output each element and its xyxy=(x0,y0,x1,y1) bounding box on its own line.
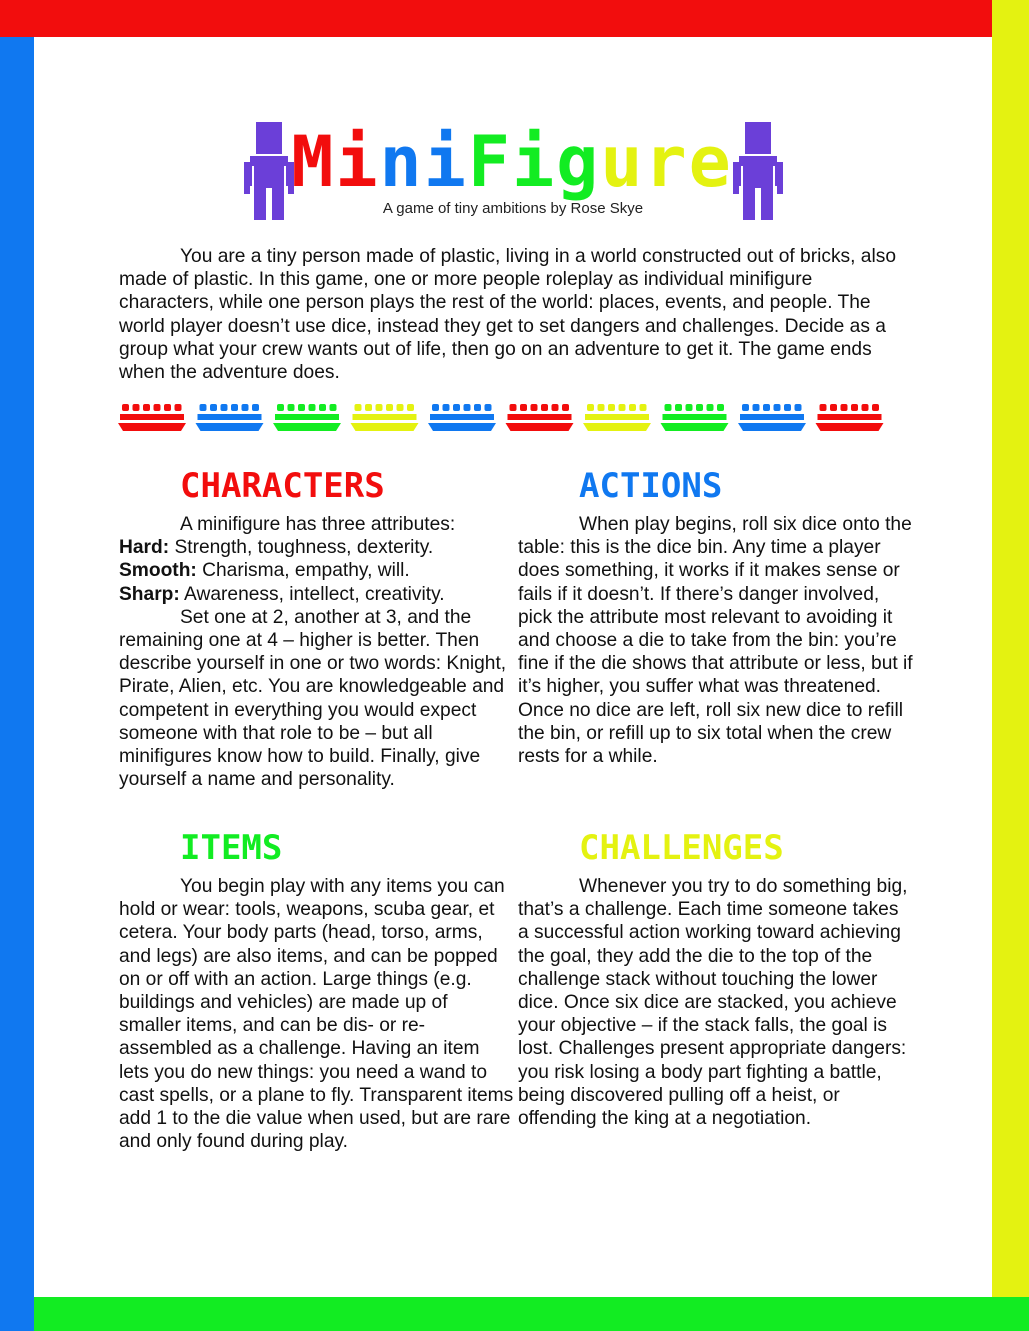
characters-setup: Set one at 2, another at 3, and the remaining one at 4 – higher is better. Then describe yourself in one or two words: Knight, Pirate, Alien, etc. You are knowledgeable and competent in everything you would expect someone with that role to be – but all minifigures know how to build. Finally, give yourself a name and personality. xyxy=(119,606,507,791)
title-block xyxy=(0,120,1029,225)
brick-icon xyxy=(196,404,264,431)
border-top xyxy=(0,0,992,37)
items-section xyxy=(119,828,514,1153)
title-letter: i xyxy=(512,121,557,203)
characters-section xyxy=(119,466,514,791)
subtitle: A game of tiny ambitions by Rose Skye xyxy=(382,200,644,217)
brick-divider xyxy=(118,400,888,434)
brick-icon xyxy=(661,404,729,431)
brick-icon xyxy=(738,404,806,431)
title-letter: M xyxy=(291,121,336,203)
attribute-text: Strength, toughness, dexterity. xyxy=(169,537,434,559)
attribute-label: Hard: xyxy=(119,537,170,559)
attribute-hard xyxy=(119,536,514,559)
border-bottom xyxy=(34,1297,1029,1331)
title-letter: u xyxy=(600,121,645,203)
attribute-label: Sharp: xyxy=(119,583,180,605)
characters-heading: CHARACTERS xyxy=(180,466,385,506)
brick-icon xyxy=(118,404,186,431)
brick-icon xyxy=(351,404,419,431)
brick-icon xyxy=(583,404,651,431)
attribute-smooth xyxy=(119,559,514,582)
actions-body: When play begins, roll six dice onto the table: this is the dice bin. Any time a player does something, it works if it makes sense or fails if it doesn’t. If there’s danger involved, pick the attribute most relevant to avoiding it and choose a die to take from the bin: you’re fine if the die shows that attribute or less, but if it’s higher, you suffer what was threatened. Once no dice are left, roll six new dice to refill the bin, or refill up to six total when the crew rests for a while. xyxy=(518,514,913,768)
attribute-label: Smooth: xyxy=(119,560,197,582)
actions-heading: ACTIONS xyxy=(579,466,723,506)
attribute-text: Charisma, empathy, will. xyxy=(196,560,410,582)
title-letter: r xyxy=(644,121,689,203)
characters-intro: A minifigure has three attributes: xyxy=(180,514,456,535)
game-title xyxy=(291,121,733,203)
brick-icon xyxy=(273,404,341,431)
challenges-heading: CHALLENGES xyxy=(579,828,784,868)
attribute-sharp xyxy=(119,583,514,606)
title-letter: e xyxy=(688,121,733,203)
items-body: You begin play with any items you can hold or wear: tools, weapons, scuba gear, et cetera. Your body parts (head, torso, arms, and legs) are also items, and can be popped on or off with an action. Large things (e.g. buildings and vehicles) are made up of smaller items, and can be dis- or re-assembled as a challenge. Having an item lets you do new things: you need a wand to cast spells, or a plane to fly. Transparent items add 1 to the die value when used, but are rare and only found during play. xyxy=(119,876,514,1153)
intro-paragraph: You are a tiny person made of plastic, living in a world constructed out of bricks, also made of plastic. In this game, one or more people roleplay as individual minifigure characters, while one person plays the rest of the world: places, events, and people. The world player doesn’t use dice, instead they get to set dangers and challenges. Decide as a group what your crew wants out of life, then go on an adventure to get it. The game ends when the adventure does. xyxy=(119,246,896,384)
actions-section xyxy=(518,466,913,768)
items-heading: ITEMS xyxy=(180,828,283,868)
attribute-text: Awareness, intellect, creativity. xyxy=(179,583,445,605)
title-letter: g xyxy=(556,121,601,203)
brick-icon xyxy=(816,404,884,431)
challenges-body: Whenever you try to do something big, that’s a challenge. Each time someone takes a successful action working toward achieving the goal, they add the die to the top of the challenge stack without touching the lower dice. Once six dice are stacked, you achieve your objective – if the stack falls, the goal is lost. Challenges present appropriate dangers: you risk losing a body part fighting a battle, being discovered pulling off a heist, or offending the king at a negotiation. xyxy=(518,876,908,1130)
title-letter: n xyxy=(379,121,424,203)
brick-icon xyxy=(428,404,496,431)
brick-icon xyxy=(506,404,574,431)
title-letter: i xyxy=(423,121,468,203)
border-left xyxy=(0,37,34,1331)
characters-body xyxy=(119,513,514,791)
challenges-section xyxy=(518,828,913,1130)
title-letter: i xyxy=(335,121,380,203)
title-letter: F xyxy=(467,121,512,203)
